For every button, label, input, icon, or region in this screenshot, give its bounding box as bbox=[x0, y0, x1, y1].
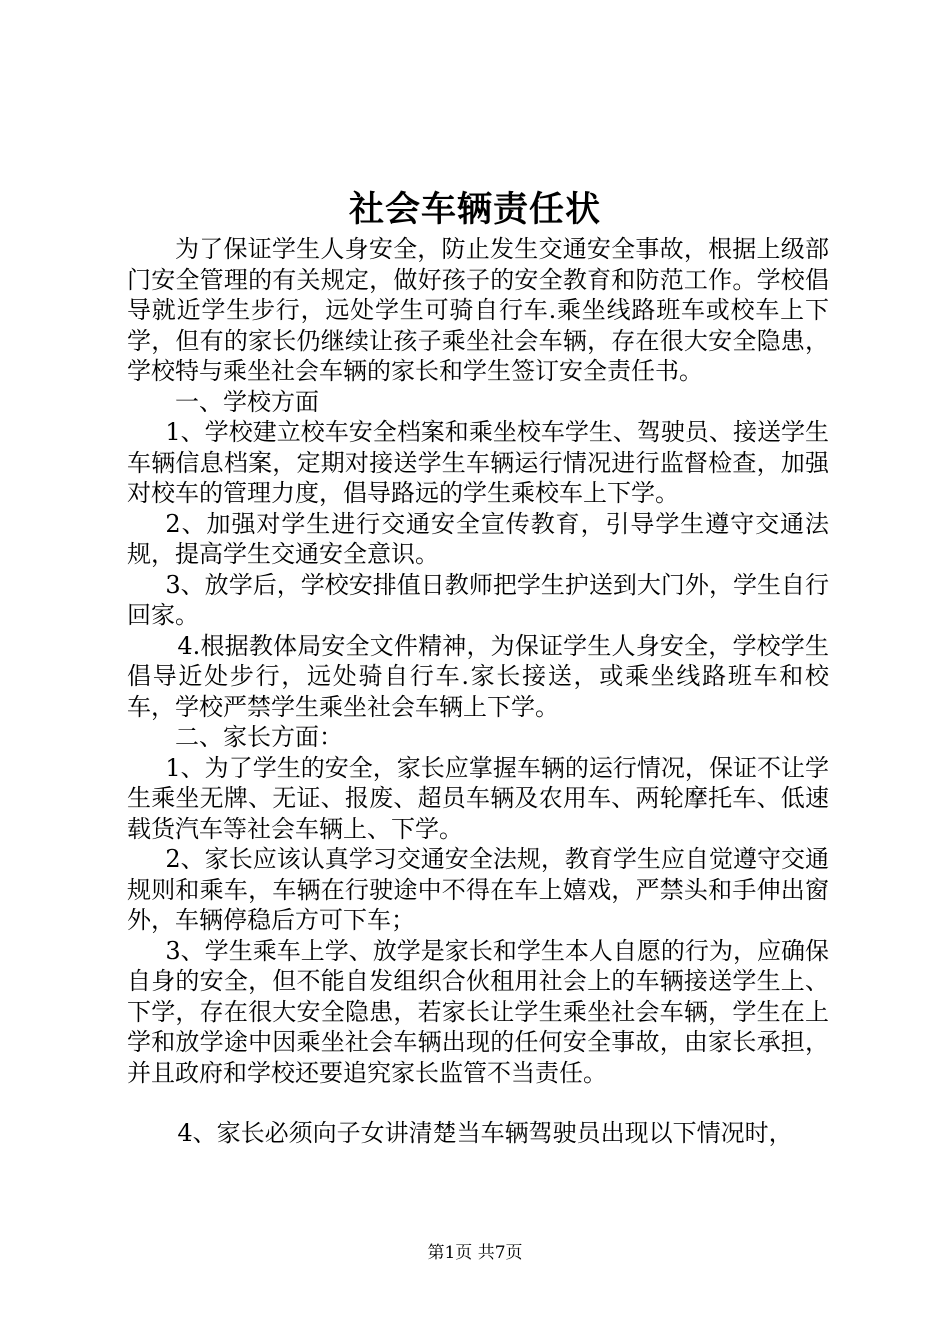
parent-item-1: 1、为了学生的安全，家长应掌握车辆的运行情况，保证不让学生乘坐无牌、无证、报废、超员车辆及农用车、两轮摩托车、低速载货汽车等社会车辆上、下学。 bbox=[127, 753, 829, 843]
section-heading-school: 一、学校方面 bbox=[175, 387, 319, 416]
school-item-1: 1、学校建立校车安全档案和乘坐校车学生、驾驶员、接送学生车辆信息档案，定期对接送学生车辆运行情况进行监督检查，加强对校车的管理力度，倡导路远的学生乘校车上下学。 bbox=[127, 418, 829, 507]
document-body bbox=[127, 234, 829, 1149]
parent-item-3: 3、学生乘车上学、放学是家长和学生本人自愿的行为，应确保自身的安全，但不能自发组织合伙租用社会上的车辆接送学生上、下学，存在很大安全隐患，若家长让学生乘坐社会车辆，学生在上学和放学途中因乘坐社会车辆出现的任何安全事故，由家长承担，并且政府和学校还要追究家长监管不当责任。 bbox=[127, 936, 829, 1087]
parent-item-4: 4、家长必须向子女讲清楚当车辆驾驶员出现以下情况时， bbox=[177, 1119, 793, 1147]
section-heading-parent: 二、家长方面： bbox=[175, 723, 343, 751]
intro-paragraph: 为了保证学生人身安全，防止发生交通安全事故，根据上级部门安全管理的有关规定，做好孩子的安全教育和防范工作。学校倡导就近学生步行，远处学生可骑自行车.乘坐线路班车或校车上下学，但有的家长仍继续让孩子乘坐社会车辆，存在很大安全隐患，学校特与乘坐社会车辆的家长和学生签订安全责任书。 bbox=[127, 235, 829, 385]
school-item-4: 4.根据教体局安全文件精神，为保证学生人身安全，学校学生倡导近处步行，远处骑自行车.家长接送，或乘坐线路班车和校车，学校严禁学生乘坐社会车辆上下学。 bbox=[127, 631, 829, 721]
page-number-footer: 第1页 共7页 bbox=[427, 1243, 523, 1263]
school-item-3: 3、放学后，学校安排值日教师把学生护送到大门外，学生自行回家。 bbox=[127, 570, 829, 629]
school-item-2: 2、加强对学生进行交通安全宣传教育，引导学生遵守交通法规，提高学生交通安全意识。 bbox=[127, 509, 829, 568]
parent-item-2: 2、家长应该认真学习交通安全法规，教育学生应自觉遵守交通规则和乘车，车辆在行驶途中不得在车上嬉戏，严禁头和手伸出窗外，车辆停稳后方可下车； bbox=[127, 845, 829, 934]
document-title: 社会车辆责任状 bbox=[348, 189, 601, 230]
